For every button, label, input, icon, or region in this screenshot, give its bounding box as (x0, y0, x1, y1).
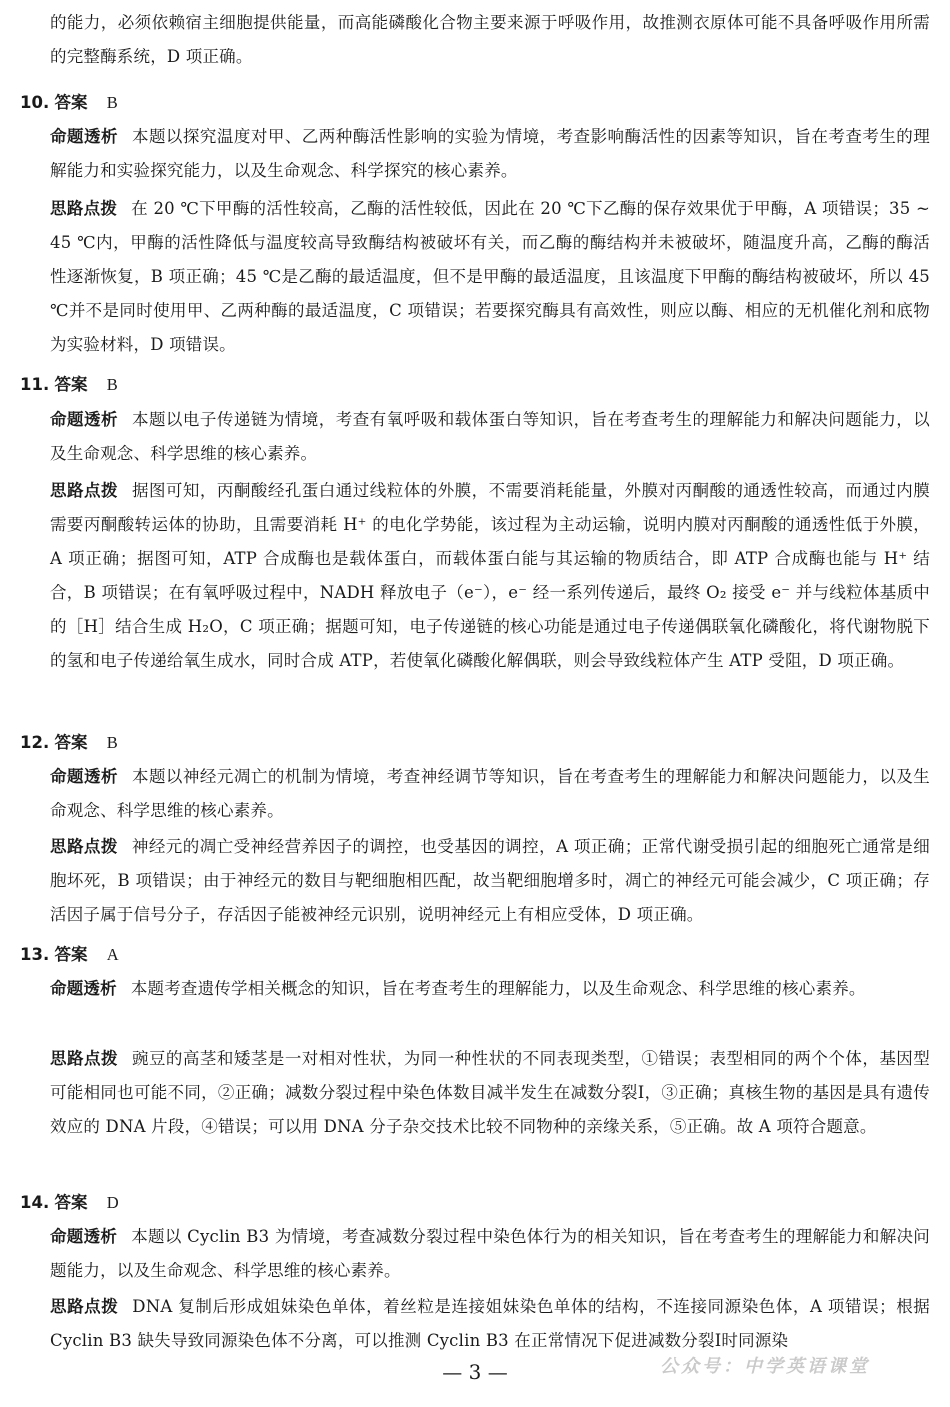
q11-hint-text: 据图可知，丙酮酸经孔蛋白通过线粒体的外膜，不需要消耗能量，外膜对丙酮酸的通透性较高，而通过内膜需要丙酮酸转运体的协助，且需要消耗 H⁺ 的电化学势能，该过程为主动运输，说明内膜对丙酮酸的通透性低于外膜，A 项正确；据图可知，ATP 合成酶也是载体蛋白，而载体蛋白能与其运输的物质结合，即 ATP 合成酶也能与 H⁺ 结合，B 项错误；在有氧呼吸过程中，NADH 释放电子（e⁻），e⁻ 经一系列传递后，最终 O₂ 接受 e⁻ 并与线粒体基质中的［H］结合生成 H₂O，C 项正确；据题可知，电子传递链的核心功能是通过电子传递偶联氧化磷酸化，将代谢物脱下的氢和电子传递给氧生成水，同时合成 ATP，若使氧化磷酸化解偶联，则会导致线粒体产生 ATP 受阻，D 项正确。 (50, 481, 930, 670)
q10-intent-label: 命题透析 (50, 127, 118, 146)
q14-answer-line (20, 1186, 119, 1220)
q10-hint-label: 思路点拨 (50, 199, 118, 218)
q10-intent-paragraph (50, 120, 930, 188)
intro-text: 的能力，必须依赖宿主细胞提供能量，而高能磷酸化合物主要来源于呼吸作用，故推测衣原体可能不具备呼吸作用所需的完整酶系统，D 项正确。 (50, 13, 930, 66)
q12-number: 12. (20, 733, 50, 752)
watermark: 公众号：中学英语课堂 (660, 1356, 870, 1377)
q14-answer-value: D (106, 1193, 119, 1212)
q12-answer-line (20, 726, 118, 760)
q14-intent-paragraph (50, 1220, 930, 1288)
q12-hint-label: 思路点拨 (50, 837, 118, 856)
q11-intent-label: 命题透析 (50, 410, 118, 429)
q12-hint-paragraph (50, 830, 930, 932)
q11-intent-text: 本题以电子传递链为情境，考查有氧呼吸和载体蛋白等知识，旨在考查考生的理解能力和解决问题能力，以及生命观念、科学思维的核心素养。 (50, 410, 930, 463)
q13-answer-line (20, 938, 119, 972)
q14-hint-text: DNA 复制后形成姐妹染色单体，着丝粒是连接姐妹染色单体的结构，不连接同源染色体，A 项错误；根据 Cyclin B3 缺失导致同源染色体不分离，可以推测 Cyclin B3 在正常情况下促进减数分裂Ⅰ时同源染 (50, 1297, 930, 1350)
q13-answer-label: 答案 (54, 945, 88, 964)
q12-intent-paragraph (50, 760, 930, 828)
q14-answer-label: 答案 (54, 1193, 88, 1212)
q11-answer-line (20, 368, 118, 402)
q10-answer-value: B (106, 93, 118, 112)
q13-intent-label: 命题透析 (50, 979, 117, 998)
q10-answer-line (20, 86, 118, 120)
q14-number: 14. (20, 1193, 50, 1212)
q11-hint-label: 思路点拨 (50, 481, 118, 500)
q13-hint-label: 思路点拨 (50, 1049, 118, 1068)
q13-intent-paragraph (50, 972, 930, 1006)
q12-answer-label: 答案 (54, 733, 88, 752)
q14-hint-paragraph (50, 1290, 930, 1358)
q10-answer-label: 答案 (54, 93, 88, 112)
q11-intent-paragraph (50, 403, 930, 471)
page-number: — 3 — (442, 1360, 508, 1384)
q14-hint-label: 思路点拨 (50, 1297, 119, 1316)
q11-number: 11. (20, 375, 50, 394)
q12-hint-text: 神经元的凋亡受神经营养因子的调控，也受基因的调控，A 项正确；正常代谢受损引起的细胞死亡通常是细胞坏死，B 项错误；由于神经元的数目与靶细胞相匹配，故当靶细胞增多时，凋亡的神经元可能会减少，C 项正确；存活因子属于信号分子，存活因子能被神经元识别，说明神经元上有相应受体，D 项正确。 (50, 837, 930, 924)
q13-answer-value: A (106, 945, 119, 964)
q14-intent-label: 命题透析 (50, 1227, 118, 1246)
intro-paragraph (50, 6, 930, 74)
q10-number: 10. (20, 93, 50, 112)
q12-intent-text: 本题以神经元凋亡的机制为情境，考查神经调节等知识，旨在考查考生的理解能力和解决问题能力，以及生命观念、科学思维的核心素养。 (50, 767, 930, 820)
q13-number: 13. (20, 945, 50, 964)
q13-hint-text: 豌豆的高茎和矮茎是一对相对性状，为同一种性状的不同表现类型，①错误；表型相同的两个个体，基因型可能相同也可能不同，②正确；减数分裂过程中染色体数目减半发生在减数分裂Ⅰ，③正确；真核生物的基因是具有遗传效应的 DNA 片段，④错误；可以用 DNA 分子杂交技术比较不同物种的亲缘关系，⑤正确。故 A 项符合题意。 (50, 1049, 930, 1136)
q13-hint-paragraph (50, 1042, 930, 1144)
q10-hint-text: 在 20 ℃下甲酶的活性较高，乙酶的活性较低，因此在 20 ℃下乙酶的保存效果优于甲酶，A 项错误；35 ~ 45 ℃内，甲酶的活性降低与温度较高导致酶结构被破坏有关，而乙酶的酶结构并未被破坏，随温度升高，乙酶的酶活性逐渐恢复，B 项正确；45 ℃是乙酶的最适温度，但不是甲酶的最适温度，且该温度下甲酶的酶结构被破坏，所以 45 ℃并不是同时使用甲、乙两种酶的最适温度，C 项错误；若要探究酶具有高效性，则应以酶、相应的无机催化剂和底物为实验材料，D 项错误。 (50, 199, 930, 354)
q11-answer-label: 答案 (54, 375, 88, 394)
q12-answer-value: B (106, 733, 118, 752)
q12-intent-label: 命题透析 (50, 767, 118, 786)
q11-hint-paragraph (50, 474, 930, 678)
q10-hint-paragraph (50, 192, 930, 362)
q11-answer-value: B (106, 375, 118, 394)
q10-intent-text: 本题以探究温度对甲、乙两种酶活性影响的实验为情境，考查影响酶活性的因素等知识，旨在考查考生的理解能力和实验探究能力，以及生命观念、科学探究的核心素养。 (50, 127, 930, 180)
q14-intent-text: 本题以 Cyclin B3 为情境，考查减数分裂过程中染色体行为的相关知识，旨在考查考生的理解能力和解决问题能力，以及生命观念、科学思维的核心素养。 (50, 1227, 930, 1280)
q13-intent-text: 本题考查遗传学相关概念的知识，旨在考查考生的理解能力，以及生命观念、科学思维的核心素养。 (130, 979, 866, 998)
